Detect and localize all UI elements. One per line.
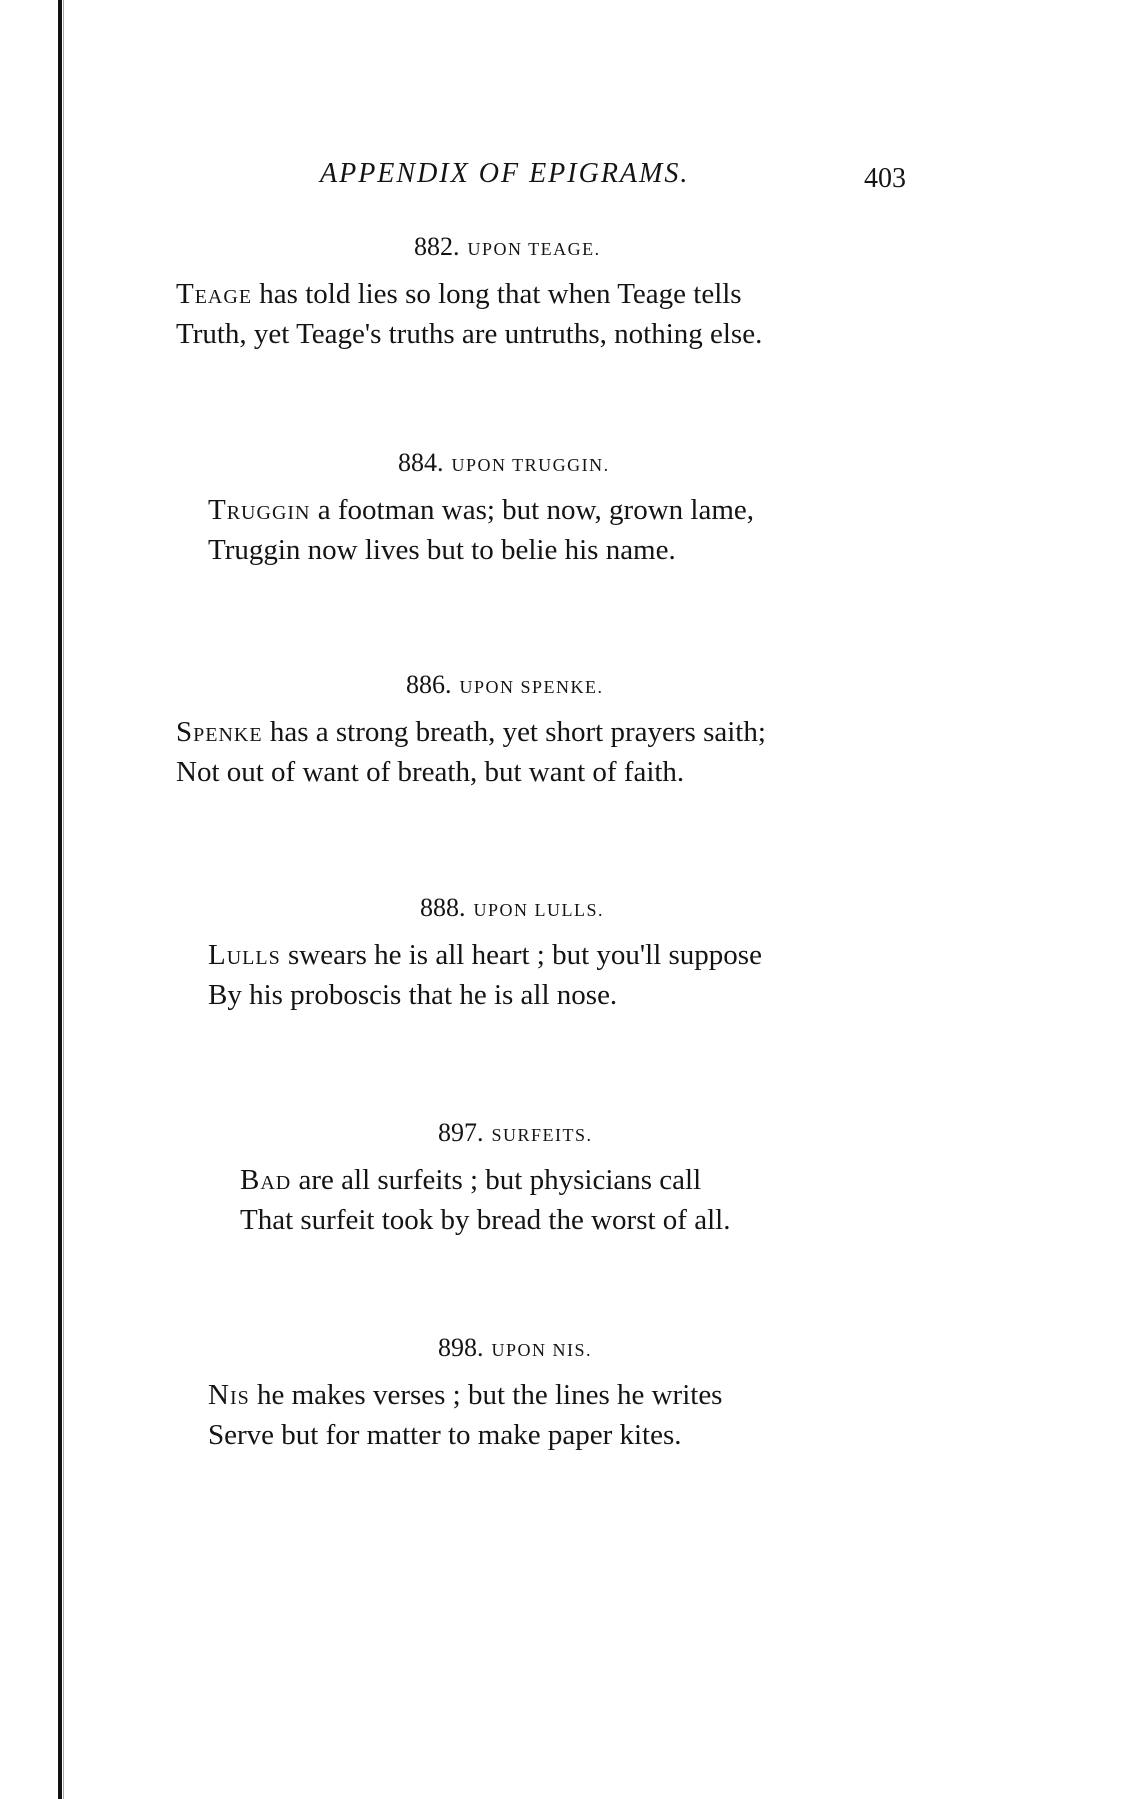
- epigram-lead-word: Nis: [208, 1379, 250, 1411]
- epigram-line-2: Serve but for matter to make paper kites.: [208, 1419, 682, 1451]
- page-binding-edge: [58, 0, 62, 1799]
- epigram-number: 884.: [398, 448, 444, 477]
- epigram-lead-word: Bad: [240, 1164, 292, 1196]
- epigram-heading: [406, 670, 604, 700]
- epigram-line-1: [208, 490, 754, 530]
- epigram-title: UPON TEAGE.: [467, 239, 601, 259]
- epigram-line-2: Not out of want of breath, but want of faith.: [176, 756, 685, 788]
- epigram-line-1: [208, 1375, 722, 1415]
- epigram-lead-word: Spenke: [176, 716, 263, 748]
- epigram-line-2: That surfeit took by bread the worst of all.: [240, 1204, 731, 1236]
- epigram-title: UPON SPENKE.: [459, 677, 604, 697]
- epigram-number: 898.: [438, 1333, 484, 1362]
- epigram-line-1-text: swears he is all heart ; but you'll suppose: [280, 939, 762, 971]
- epigram-line-1-text: has told lies so long that when Teage tells: [252, 278, 742, 310]
- epigram-line-1-text: he makes verses ; but the lines he writes: [249, 1379, 723, 1411]
- epigram-title: SURFEITS.: [491, 1125, 593, 1145]
- epigram-lead-word: Lulls: [208, 939, 281, 971]
- epigram-line-1: [240, 1160, 701, 1200]
- epigram-heading: [414, 232, 601, 262]
- epigram-line-1-text: are all surfeits ; but physicians call: [291, 1164, 702, 1196]
- epigram-number: 888.: [420, 893, 466, 922]
- epigram-line-2: By his proboscis that he is all nose.: [208, 979, 618, 1011]
- epigram-heading: [438, 1333, 592, 1363]
- epigram-title: UPON LULLS.: [473, 900, 605, 920]
- page-number: 403: [864, 163, 906, 194]
- epigram-number: 882.: [414, 232, 460, 261]
- epigram-heading: [420, 893, 604, 923]
- epigram-line-1: [176, 274, 742, 314]
- running-head: APPENDIX OF EPIGRAMS.: [320, 158, 690, 189]
- epigram-line-1: [176, 712, 766, 752]
- page-binding-edge-shadow: [63, 0, 64, 1799]
- epigram-title: UPON TRUGGIN.: [451, 455, 610, 475]
- epigram-number: 897.: [438, 1118, 484, 1147]
- epigram-line-1-text: has a strong breath, yet short prayers saith;: [262, 716, 766, 748]
- epigram-number: 886.: [406, 670, 452, 699]
- epigram-heading: [398, 448, 610, 478]
- epigram-line-1: [208, 935, 762, 975]
- epigram-line-2: Truth, yet Teage's truths are untruths, nothing else.: [176, 318, 763, 350]
- epigram-lead-word: Truggin: [208, 494, 311, 526]
- epigram-line-2: Truggin now lives but to belie his name.: [208, 534, 676, 566]
- epigram-lead-word: Teage: [176, 278, 253, 310]
- epigram-title: UPON NIS.: [491, 1340, 593, 1360]
- epigram-heading: [438, 1118, 593, 1148]
- epigram-line-1-text: a footman was; but now, grown lame,: [310, 494, 754, 526]
